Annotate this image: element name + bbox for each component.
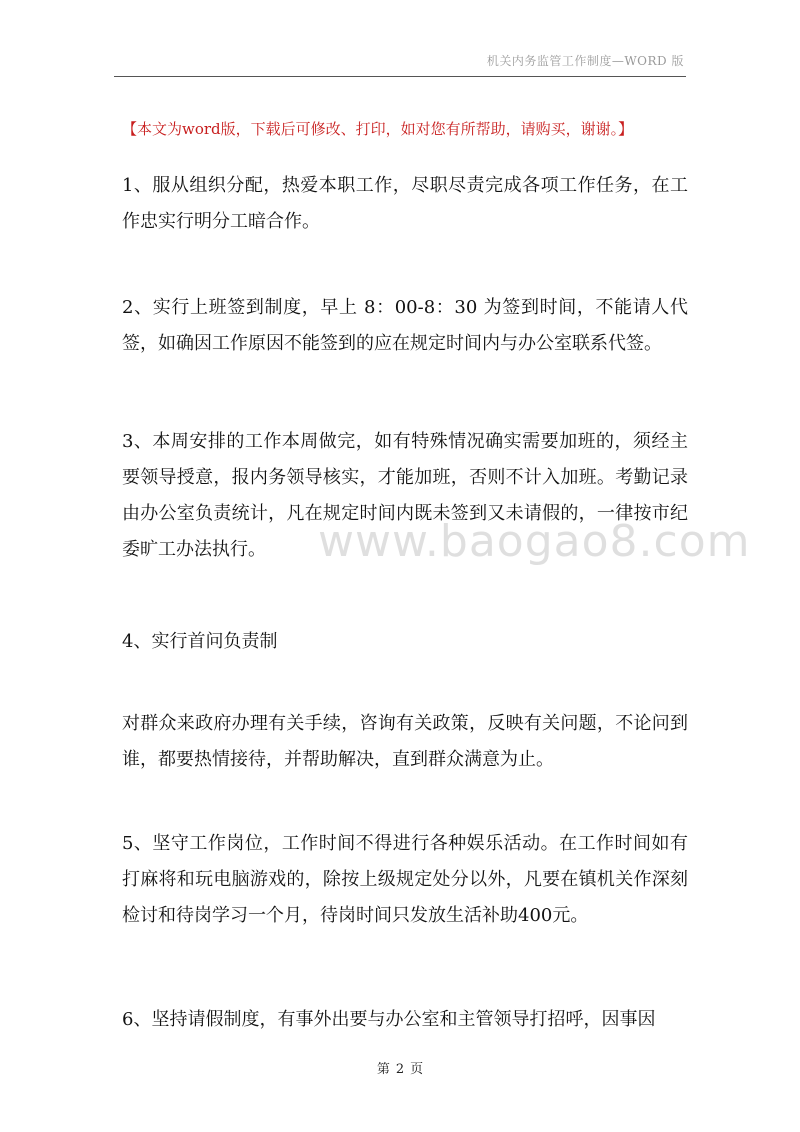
paragraph-1 xyxy=(122,168,688,240)
watermark: www.baogao8.com xyxy=(318,516,751,567)
paragraph-text: 2、实行上班签到制度，早上 8：00-8：30 为签到时间，不能请人代签，如确因工作原因不能签到的应在规定时间内与办公室联系代签。 xyxy=(122,297,688,354)
purchase-notice: 【本文为word版，下载后可修改、打印，如对您有所帮助，请购买，谢谢。】 xyxy=(122,120,634,138)
paragraph-text: 3、本周安排的工作本周做完，如有特殊情况确实需要加班的，须经主要领导授意，报内务领导核实，才能加班，否则不计入加班。考勤记录由办公室负责统计，凡在规定时间内既未签到又未请假的，一律按市纪委旷工办法执行。 xyxy=(122,431,688,560)
paragraph-text: 1、服从组织分配，热爱本职工作，尽职尽责完成各项工作任务，在工作忠实行明分工暗合作。 xyxy=(122,175,688,232)
paragraph-text: 4、实行首问负责制 xyxy=(122,631,278,652)
paragraph-7 xyxy=(122,1002,688,1038)
paragraph-text: 6、坚持请假制度，有事外出要与办公室和主管领导打招呼，因事因 xyxy=(122,1009,656,1030)
page-footer xyxy=(0,1058,800,1077)
header-divider xyxy=(114,76,686,77)
paragraph-text: 5、坚守工作岗位，工作时间不得进行各种娱乐活动。在工作时间如有打麻将和玩电脑游戏的，除按上级规定处分以外，凡要在镇机关作深刻检讨和待岗学习一个月，待岗时间只发放生活补助400元。 xyxy=(122,833,688,926)
paragraph-text: 对群众来政府办理有关手续，咨询有关政策，反映有关问题，不论问到谁，都要热情接待，并帮助解决，直到群众满意为止。 xyxy=(122,713,688,770)
paragraph-5 xyxy=(122,706,688,778)
page-header-title: 机关内务监管工作制度—WORD 版 xyxy=(486,54,684,68)
page-number: 2 xyxy=(395,1062,405,1077)
footer-suffix: 页 xyxy=(410,1062,424,1077)
paragraph-6 xyxy=(122,826,688,934)
paragraph-4 xyxy=(122,624,688,660)
paragraph-2 xyxy=(122,290,688,362)
footer-prefix: 第 xyxy=(376,1062,390,1077)
